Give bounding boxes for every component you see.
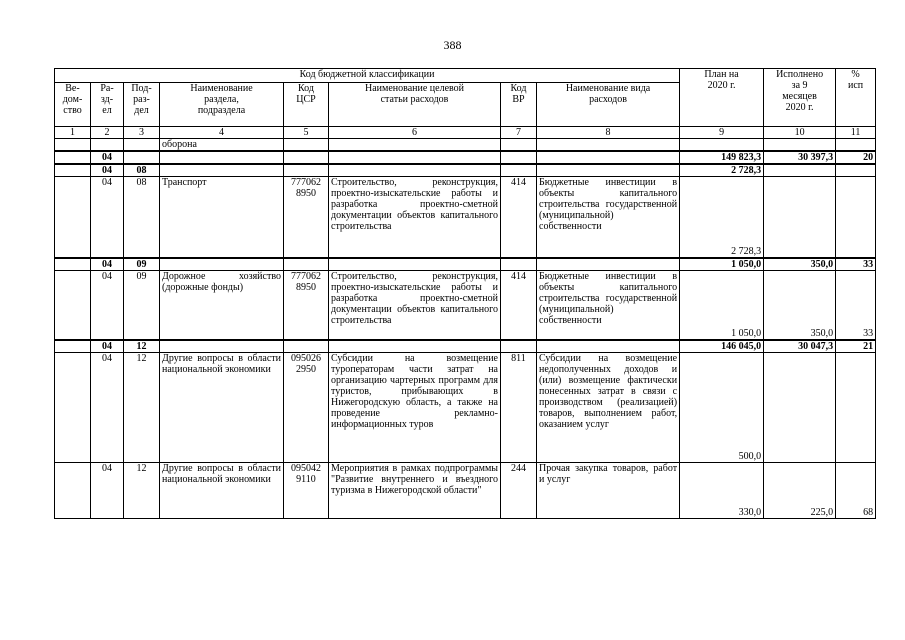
cell-expense-type: Субсидии на возмещение недополученных доходов и (или) возмещение фактически понесенных затрат в связи с производством (реализацией) товаров, выполнением работ, оказанием услуг xyxy=(537,353,680,463)
table-row xyxy=(55,353,876,463)
cell-plan: 2 728,3 xyxy=(680,164,764,177)
cell-target-article: Мероприятия в рамках подпрограммы "Развитие внутреннего и въездного туризма в Нижегородской области" xyxy=(329,463,501,519)
cell-executed: 30 397,3 xyxy=(764,151,836,164)
header-row-numbers xyxy=(55,127,876,139)
col-number: 2 xyxy=(91,127,124,139)
table-row xyxy=(55,270,876,340)
table-row-subtotal xyxy=(55,258,876,271)
cell-section-name: Транспорт xyxy=(160,177,284,258)
cell-expense-type: Прочая закупка товаров, работ и услуг xyxy=(537,463,680,519)
cell-percent: 20 xyxy=(836,151,876,164)
cell-vr-code: 244 xyxy=(501,463,537,519)
page-number: 388 xyxy=(443,38,462,52)
cell-plan: 1 050,0 xyxy=(680,270,764,340)
cell-csr-code: 777062 8950 xyxy=(284,270,329,340)
header-csr-code: Код ЦСР xyxy=(284,83,329,127)
cell-plan: 2 728,3 xyxy=(680,177,764,258)
table-row-subtotal xyxy=(55,340,876,353)
header-section-name: Наименование раздела, подраздела xyxy=(160,83,284,127)
cell-vr-code: 811 xyxy=(501,353,537,463)
cell-subsection: 08 xyxy=(124,164,160,177)
cell-section: 04 xyxy=(91,151,124,164)
cell-target-article: Строительство, реконструкция, проектно-изыскательские работы и разработка проектно-сметной документации объектов капитального строительства xyxy=(329,270,501,340)
col-number: 1 xyxy=(55,127,91,139)
cell-section: 04 xyxy=(91,270,124,340)
cell-percent: 68 xyxy=(836,463,876,519)
header-vr-code: Код ВР xyxy=(501,83,537,127)
col-number: 6 xyxy=(329,127,501,139)
cell-subsection: 08 xyxy=(124,177,160,258)
header-row-group xyxy=(55,69,876,83)
cell-section-name: Другие вопросы в области национальной экономики xyxy=(160,353,284,463)
table-row xyxy=(55,139,876,152)
header-department: Ве- дом- ство xyxy=(55,83,91,127)
cell-section: 04 xyxy=(91,353,124,463)
col-number: 9 xyxy=(680,127,764,139)
cell-executed: 350,0 xyxy=(764,270,836,340)
cell-vr-code: 414 xyxy=(501,177,537,258)
cell-percent: 33 xyxy=(836,270,876,340)
cell-vr-code: 414 xyxy=(501,270,537,340)
cell-section: 04 xyxy=(91,177,124,258)
cell-section-name: оборона xyxy=(160,139,284,152)
table-row-subtotal xyxy=(55,151,876,164)
cell-subsection: 12 xyxy=(124,463,160,519)
cell-csr-code: 095026 2950 xyxy=(284,353,329,463)
cell-section: 04 xyxy=(91,164,124,177)
header-target-article-name: Наименование целевой статьи расходов xyxy=(329,83,501,127)
col-number: 11 xyxy=(836,127,876,139)
cell-target-article: Строительство, реконструкция, проектно-изыскательские работы и разработка проектно-сметной документации объектов капитального строительства xyxy=(329,177,501,258)
header-percent-executed: % исп xyxy=(836,69,876,127)
col-number: 8 xyxy=(537,127,680,139)
col-number: 3 xyxy=(124,127,160,139)
budget-table xyxy=(54,68,876,519)
cell-executed: 350,0 xyxy=(764,258,836,271)
cell-subsection: 12 xyxy=(124,353,160,463)
table-row-subtotal xyxy=(55,164,876,177)
cell-expense-type: Бюджетные инвестиции в объекты капитального строительства государственной (муниципальной) собственности xyxy=(537,177,680,258)
header-section: Ра- зд- ел xyxy=(91,83,124,127)
cell-target-article: Субсидии на возмещение туроператорам части затрат на организацию чартерных программ для туристов, прибывающих в Нижегородскую область, а также на проведение рекламно-информационных туров xyxy=(329,353,501,463)
table-row xyxy=(55,463,876,519)
col-number: 10 xyxy=(764,127,836,139)
cell-plan: 149 823,3 xyxy=(680,151,764,164)
header-executed-9-months: Исполнено за 9 месяцев 2020 г. xyxy=(764,69,836,127)
header-group-budget-classification: Код бюджетной классификации xyxy=(55,69,680,83)
cell-csr-code: 095042 9110 xyxy=(284,463,329,519)
cell-subsection: 09 xyxy=(124,258,160,271)
col-number: 7 xyxy=(501,127,537,139)
cell-section: 04 xyxy=(91,340,124,353)
col-number: 4 xyxy=(160,127,284,139)
cell-plan: 146 045,0 xyxy=(680,340,764,353)
cell-section-name: Дорожное хозяйство (дорожные фонды) xyxy=(160,270,284,340)
cell-expense-type: Бюджетные инвестиции в объекты капитального строительства государственной (муниципальной) собственности xyxy=(537,270,680,340)
cell-percent: 21 xyxy=(836,340,876,353)
table-row xyxy=(55,177,876,258)
cell-plan: 1 050,0 xyxy=(680,258,764,271)
cell-csr-code: 777062 8950 xyxy=(284,177,329,258)
header-expense-type-name: Наименование вида расходов xyxy=(537,83,680,127)
cell-section-name: Другие вопросы в области национальной экономики xyxy=(160,463,284,519)
header-subsection: Под- раз- дел xyxy=(124,83,160,127)
cell-plan: 330,0 xyxy=(680,463,764,519)
cell-section: 04 xyxy=(91,258,124,271)
cell-executed: 225,0 xyxy=(764,463,836,519)
cell-executed: 30 047,3 xyxy=(764,340,836,353)
col-number: 5 xyxy=(284,127,329,139)
cell-subsection: 12 xyxy=(124,340,160,353)
cell-percent: 33 xyxy=(836,258,876,271)
header-plan-2020: План на 2020 г. xyxy=(680,69,764,127)
cell-subsection: 09 xyxy=(124,270,160,340)
cell-plan: 500,0 xyxy=(680,353,764,463)
cell-section: 04 xyxy=(91,463,124,519)
